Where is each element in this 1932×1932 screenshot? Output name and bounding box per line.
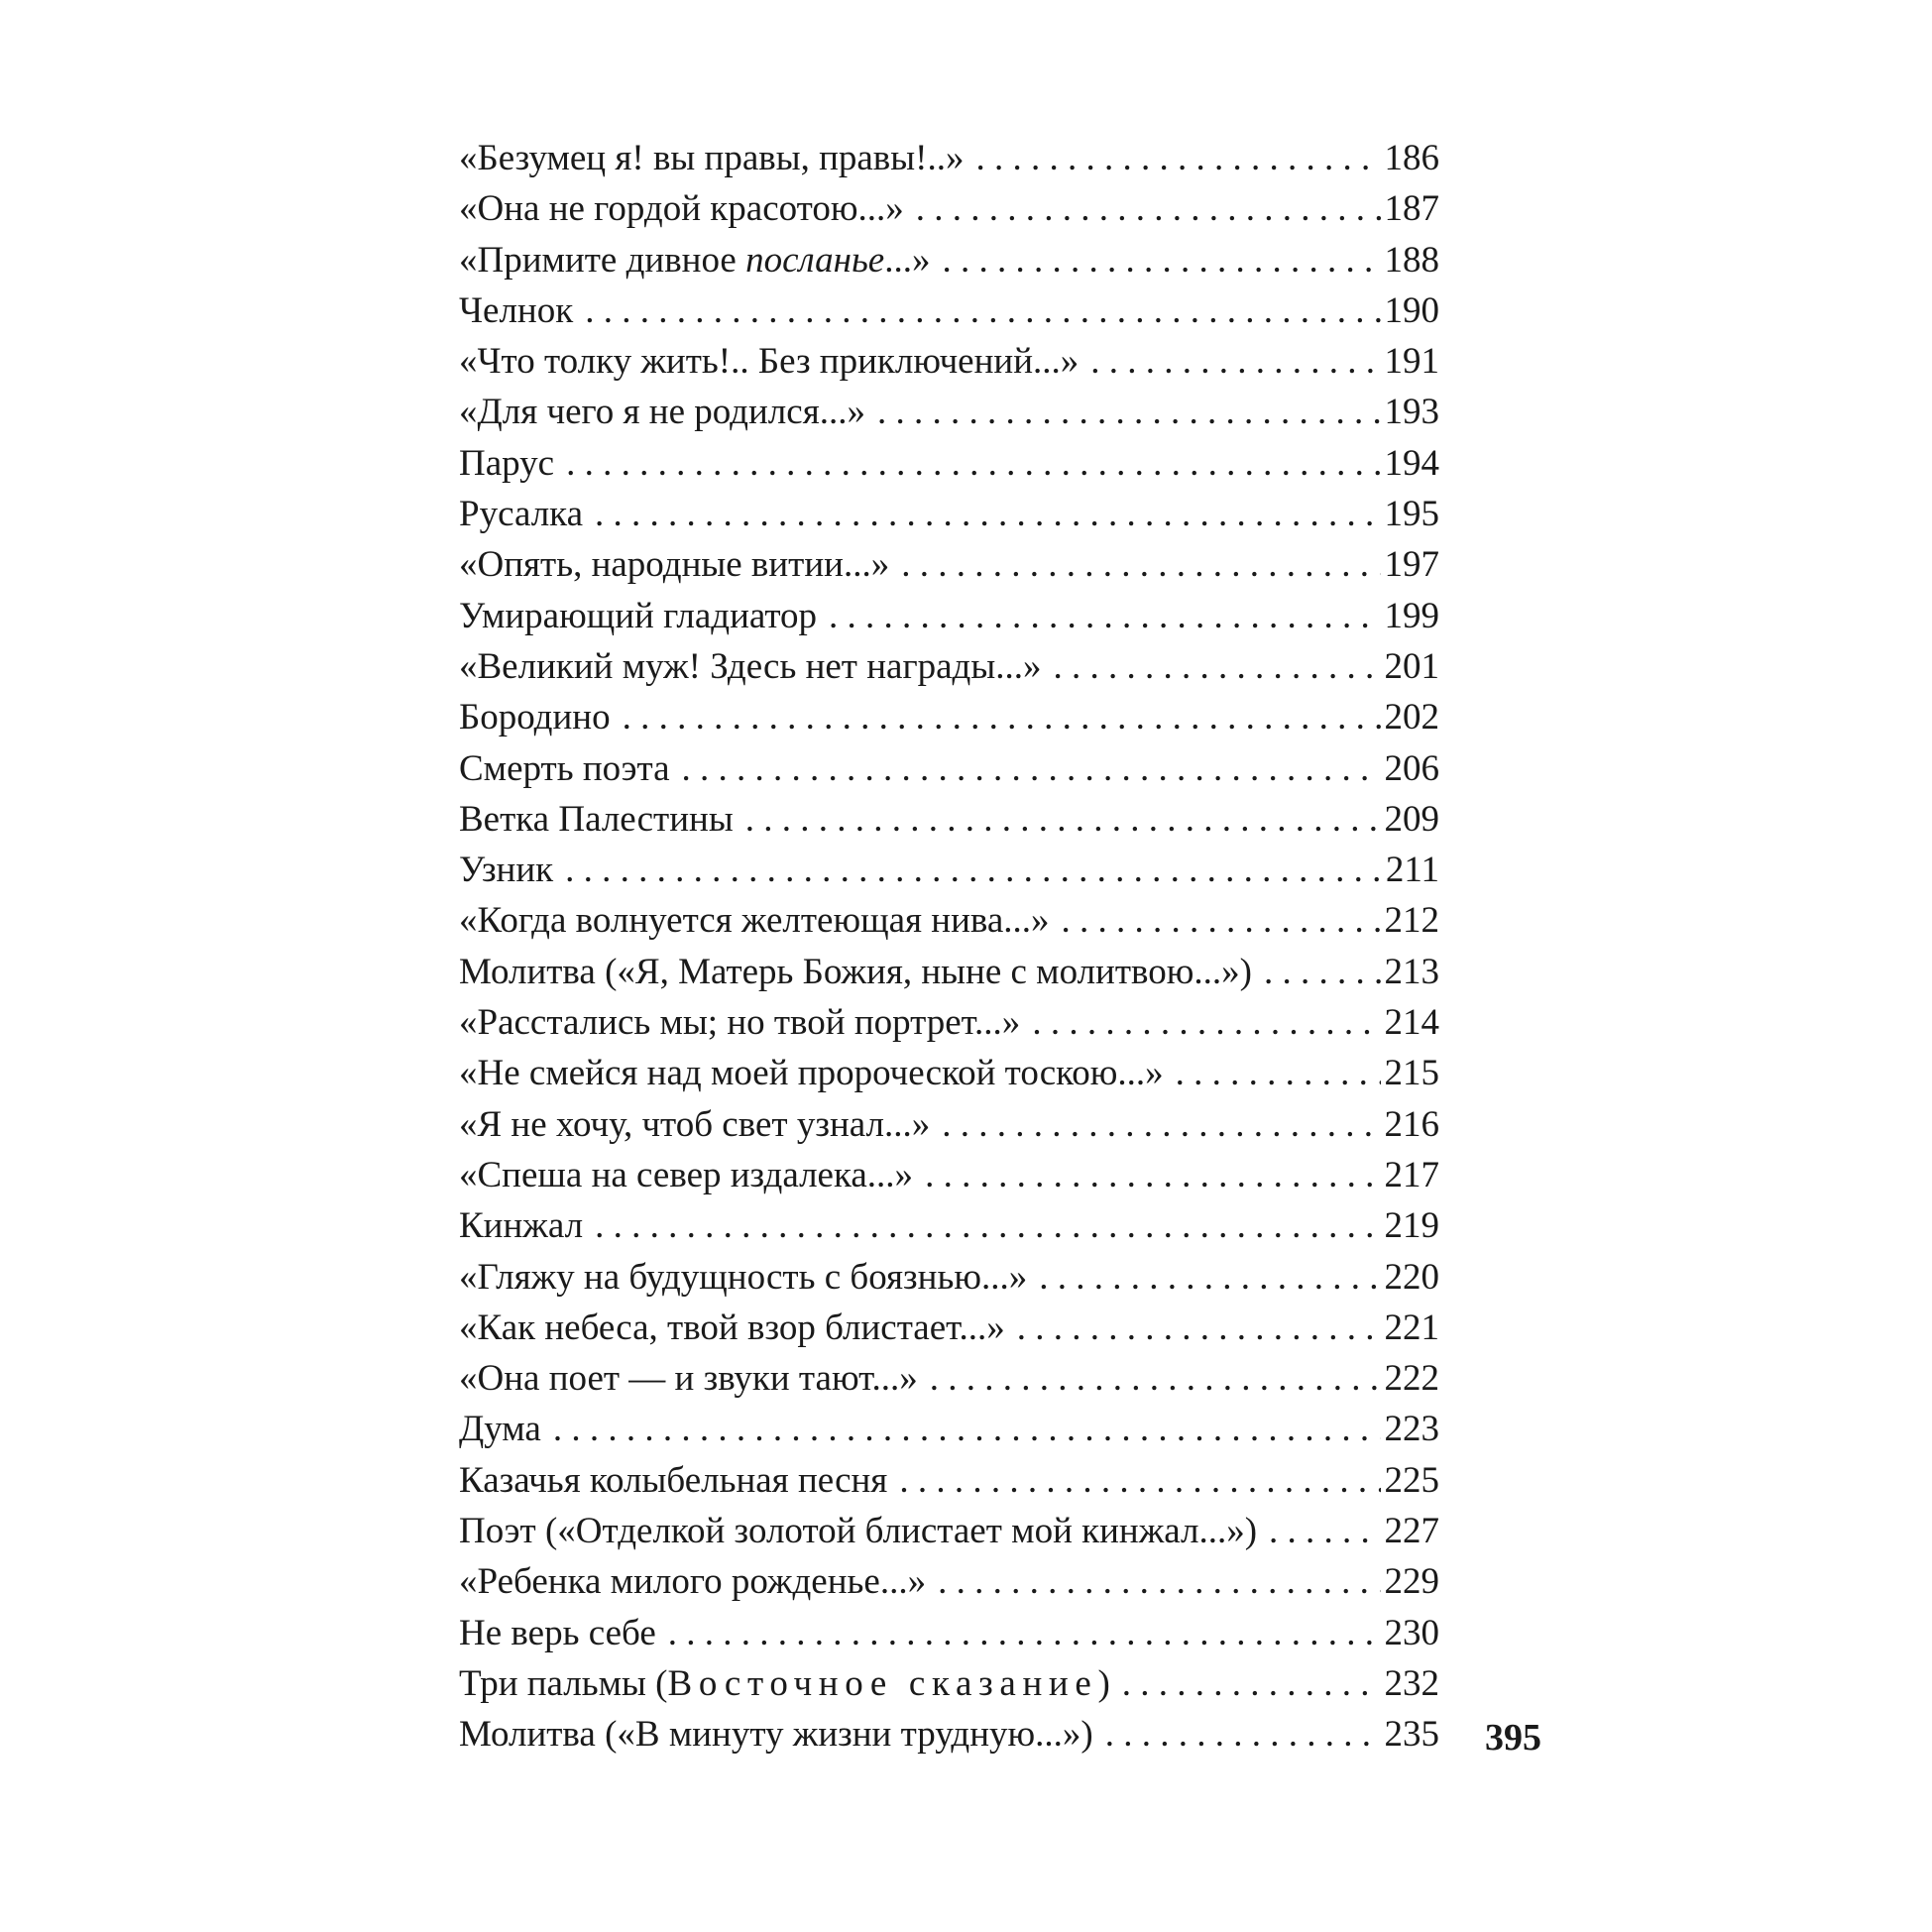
toc-entry-title: Челнок: [459, 289, 574, 331]
dot-leader: [1032, 997, 1380, 1048]
toc-entry-page: 193: [1384, 392, 1439, 433]
toc-entry-title: «Ребенка милого рожденье...»: [459, 1561, 927, 1603]
toc-entry-title: Молитва («Я, Матерь Божия, ныне с молитвою...»): [459, 951, 1252, 992]
toc-entry: [459, 235, 1439, 285]
dot-leader: [1039, 1252, 1380, 1303]
dot-leader: [566, 438, 1380, 489]
toc-entry-page: 188: [1384, 239, 1439, 281]
toc-entry: [459, 1150, 1439, 1200]
toc-entry-title: «Спеша на север издалека...»: [459, 1154, 914, 1195]
dot-leader: [585, 285, 1380, 336]
toc-entry-title: «Она поет — и звуки тают...»: [459, 1358, 918, 1400]
dot-leader: [901, 539, 1380, 590]
table-of-contents: [459, 133, 1439, 1761]
toc-entry-page: 209: [1384, 798, 1439, 840]
toc-entry-page: 201: [1384, 645, 1439, 687]
dot-leader: [829, 591, 1380, 641]
toc-entry-title: Узник: [459, 850, 554, 891]
toc-entry-page: 216: [1384, 1103, 1439, 1145]
dot-leader: [1176, 1048, 1381, 1098]
toc-entry-title: Кинжал: [459, 1205, 584, 1247]
dot-leader: [916, 183, 1381, 234]
dot-leader: [682, 743, 1381, 794]
dot-leader: [942, 1099, 1380, 1150]
toc-entry: [459, 336, 1439, 387]
toc-entry-title: «Когда волнуется желтеющая нива...»: [459, 900, 1050, 942]
toc-entry-title-part: «Примите дивное: [459, 239, 746, 281]
toc-entry-page: 235: [1384, 1714, 1439, 1756]
toc-entry-page: 211: [1385, 850, 1439, 891]
toc-entry: [459, 845, 1439, 895]
toc-entry: [459, 1048, 1439, 1098]
page-number: 395: [1485, 1717, 1541, 1759]
dot-leader: [1122, 1658, 1381, 1709]
toc-entry-title-italic: посланье: [745, 239, 885, 281]
toc-entry: [459, 997, 1439, 1048]
toc-entry-page: 206: [1384, 747, 1439, 789]
toc-entry: [459, 1404, 1439, 1454]
toc-entry-title: Дума: [459, 1409, 541, 1450]
toc-entry-page: 212: [1384, 900, 1439, 942]
dot-leader: [623, 692, 1381, 742]
dot-leader: [668, 1608, 1381, 1658]
dot-leader: [975, 133, 1380, 183]
toc-entry-page: 220: [1384, 1256, 1439, 1298]
toc-entry-page: 215: [1384, 1053, 1439, 1094]
toc-entry-title: «Великий муж! Здесь нет награды...»: [459, 645, 1042, 687]
toc-entry-title: Русалка: [459, 494, 584, 535]
toc-entry-title: «Я не хочу, чтоб свет узнал...»: [459, 1103, 931, 1145]
toc-entry-page: 219: [1384, 1205, 1439, 1247]
toc-entry: [459, 743, 1439, 794]
toc-entry-title: «Что толку жить!.. Без приключений...»: [459, 341, 1080, 383]
toc-entry-title: «Опять, народные витии...»: [459, 544, 890, 586]
toc-entry-title: «Безумец я! вы правы, правы!..»: [459, 138, 965, 178]
toc-entry: [459, 1455, 1439, 1506]
toc-entry: [459, 1099, 1439, 1150]
toc-entry-page: 213: [1384, 951, 1439, 992]
toc-entry-page: 227: [1384, 1511, 1439, 1552]
toc-entry-title: [459, 235, 930, 285]
toc-entry: [459, 133, 1439, 183]
toc-entry-title-part: ): [1097, 1662, 1110, 1704]
toc-entry: [459, 641, 1439, 692]
toc-entry-page: 190: [1384, 289, 1439, 331]
toc-entry-page: 199: [1384, 595, 1439, 636]
toc-entry: [459, 1658, 1439, 1709]
toc-entry-page: 194: [1384, 442, 1439, 484]
toc-entry-page: 197: [1384, 544, 1439, 586]
toc-entry-page: 191: [1384, 341, 1439, 383]
toc-entry-page: 214: [1384, 1002, 1439, 1044]
toc-entry-page: 232: [1384, 1662, 1439, 1704]
toc-entry-title: [459, 1658, 1110, 1709]
dot-leader: [1090, 336, 1380, 387]
dot-leader: [1105, 1709, 1381, 1760]
toc-entry-title-spaced: Восточное сказание: [667, 1662, 1098, 1704]
toc-entry: [459, 1709, 1439, 1760]
toc-entry-page: 202: [1384, 697, 1439, 739]
toc-entry: [459, 1252, 1439, 1303]
dot-leader: [595, 1200, 1380, 1251]
dot-leader: [930, 1353, 1381, 1404]
dot-leader: [553, 1404, 1381, 1454]
dot-leader: [1053, 641, 1380, 692]
toc-entry: [459, 1303, 1439, 1353]
toc-entry: [459, 692, 1439, 742]
toc-entry-title: Ветка Палестины: [459, 798, 734, 840]
toc-entry: [459, 387, 1439, 437]
toc-entry: [459, 1200, 1439, 1251]
toc-entry: [459, 1353, 1439, 1404]
toc-entry-title: Молитва («В минуту жизни трудную...»): [459, 1714, 1093, 1756]
toc-entry: [459, 1556, 1439, 1607]
toc-entry: [459, 895, 1439, 946]
toc-entry-title: Не верь себе: [459, 1612, 656, 1653]
toc-entry-title: «Как небеса, твой взор блистает...»: [459, 1307, 1005, 1348]
toc-entry-title-part: ...»: [884, 239, 931, 281]
toc-entry-title: Казачья колыбельная песня: [459, 1459, 888, 1501]
dot-leader: [942, 235, 1380, 285]
toc-entry-title: Бородино: [459, 697, 611, 739]
toc-entry-page: 221: [1384, 1307, 1439, 1348]
dot-leader: [595, 489, 1380, 539]
toc-entry-title: Поэт («Отделкой золотой блистает мой кинжал...»): [459, 1511, 1258, 1552]
toc-entry-page: 186: [1384, 138, 1439, 178]
dot-leader: [565, 845, 1382, 895]
dot-leader: [1264, 947, 1381, 997]
toc-entry: [459, 183, 1439, 234]
toc-entry-page: 229: [1384, 1561, 1439, 1603]
toc-entry: [459, 1608, 1439, 1658]
toc-entry-page: 223: [1384, 1409, 1439, 1450]
toc-entry: [459, 947, 1439, 997]
toc-entry-title: «Для чего я не родился...»: [459, 392, 865, 433]
dot-leader: [1017, 1303, 1381, 1353]
toc-entry-page: 230: [1384, 1612, 1439, 1653]
dot-leader: [745, 794, 1381, 845]
toc-entry: [459, 591, 1439, 641]
toc-entry-page: 217: [1384, 1154, 1439, 1195]
toc-entry: [459, 489, 1439, 539]
toc-entry-page: 225: [1384, 1459, 1439, 1501]
toc-entry-title: «Она не гордой красотою...»: [459, 188, 904, 230]
toc-entry: [459, 1506, 1439, 1556]
dot-leader: [877, 387, 1381, 437]
dot-leader: [938, 1556, 1380, 1607]
dot-leader: [899, 1455, 1380, 1506]
toc-entry: [459, 794, 1439, 845]
toc-entry-title: «Гляжу на будущность с боязнью...»: [459, 1256, 1028, 1298]
toc-entry-title: «Не смейся над моей пророческой тоскою...»: [459, 1053, 1164, 1094]
toc-entry-title: Умирающий гладиатор: [459, 595, 818, 636]
dot-leader: [925, 1150, 1380, 1200]
toc-entry-title: «Расстались мы; но твой портрет...»: [459, 1002, 1021, 1044]
dot-leader: [1062, 895, 1381, 946]
toc-entry: [459, 285, 1439, 336]
toc-entry-page: 187: [1384, 188, 1439, 230]
toc-entry: [459, 438, 1439, 489]
toc-entry-page: 195: [1384, 494, 1439, 535]
dot-leader: [1269, 1506, 1380, 1556]
toc-entry-title: Парус: [459, 442, 555, 484]
toc-entry: [459, 539, 1439, 590]
toc-entry-title-part: Три пальмы (: [459, 1662, 668, 1704]
toc-entry-title: Смерть поэта: [459, 747, 670, 789]
toc-entry-page: 222: [1384, 1358, 1439, 1400]
